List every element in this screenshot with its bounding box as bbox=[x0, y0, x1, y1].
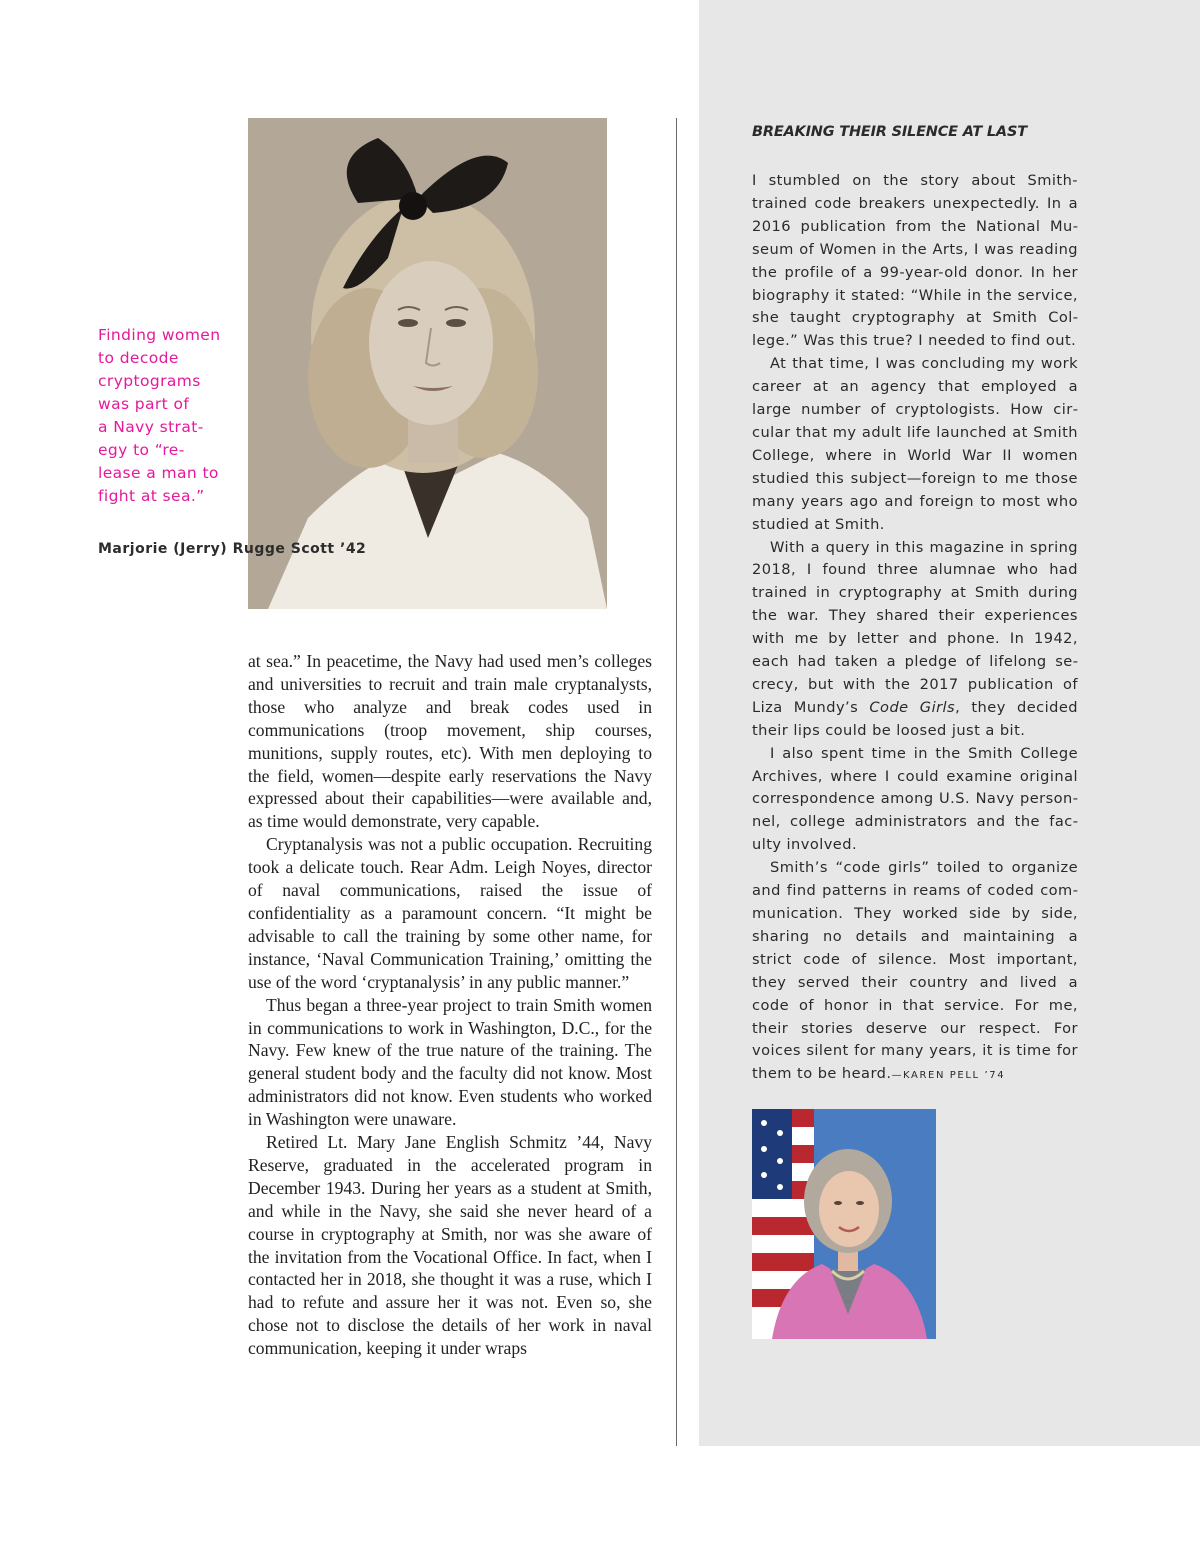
sidebar-paragraph: At that time, I was concluding my work career at an agency that employed a large number of cryptologists. How circular that my adult life launched at Smith College, where in World War II women studied this subject—foreign to me those many years ago and foreign to most who studied at Smith. bbox=[752, 355, 1078, 533]
pull-quote-line: Finding women bbox=[98, 326, 221, 344]
pull-quote-line: a Navy strat- bbox=[98, 418, 204, 436]
portrait-photo bbox=[248, 118, 607, 609]
pull-quote-line: fight at sea.” bbox=[98, 487, 205, 505]
column-divider bbox=[676, 118, 677, 1446]
sidebar-text: I stumbled on the story about Smith-trained code breakers unexpectedly. In a 2016 publication from the National Museum of Women in the Arts, I was reading the profile of a 99-year-old donor. In her biography it stated: “While in the service, she taught cryptography at Smith College.” Was this true? I needed to find out. bbox=[752, 172, 1078, 350]
sidebar-text: , they decided their lips could be loosed just a bit. bbox=[752, 698, 1078, 739]
pull-quote-line: cryptograms bbox=[98, 372, 201, 390]
sidebar-heading: BREAKING THEIR SILENCE AT LAST bbox=[752, 124, 1027, 140]
pull-quote-line: to decode bbox=[98, 349, 179, 367]
sidebar-text: With a query in this magazine in spring 2018, I found three alumnae who had trained in cryptography at Smith during the war. They shared their experiences with me by letter and phone. In 1942, each had taken a pledge of lifelong secrecy, but with the 2017 publication of Liza Mundy’s bbox=[752, 538, 1078, 716]
article-paragraph: at sea.” In peacetime, the Navy had used men’s colleges and universities to recruit and train male cryptanalysts, those who analyze and break codes used in communications (troop movement, ship courses, munitions, supply routes, etc). With men deploying to the field, women—despite early reservations the Navy expressed about their capabilities—were available and, as time would demonstrate, very capable. bbox=[248, 651, 652, 832]
pull-quote-line: lease a man to bbox=[98, 464, 219, 482]
pull-quote bbox=[98, 324, 238, 508]
sidebar-column bbox=[752, 170, 1078, 1088]
article-paragraph: Retired Lt. Mary Jane English Schmitz ’44, Navy Reserve, graduated in the accelerated program in December 1943. During her years as a student at Smith, and while in the Navy, she said she never heard of a course in cryptography at Smith, nor was she aware of the invitation from the Vocational Office. In fact, when I contacted her in 2018, she thought it was a ruse, which I had to refute and assure her it was not. Even so, she chose not to disclose the details of her work in naval communication, keeping it under wraps bbox=[248, 1132, 652, 1359]
author-signature: —KAREN PELL ’74 bbox=[891, 1070, 1006, 1082]
pull-quote-line: was part of bbox=[98, 395, 190, 413]
main-article-column bbox=[248, 650, 652, 1360]
book-title: Code Girls bbox=[869, 698, 956, 716]
sidebar-text: Smith’s “code girls” toiled to organize and find patterns in reams of coded communication. They worked side by side, sharing no details and maintaining a strict code of silence. Most important, they served their country and lived a code of honor in that service. For me, their stories deserve our respect. For voices silent for many years, it is time for them to be heard. bbox=[752, 859, 1078, 1083]
article-paragraph: Cryptanalysis was not a public occupation. Recruiting took a delicate touch. Rear Adm. Leigh Noyes, director of naval communications, raised the issue of confidentiality as a paramount concern. “It might be advisable to call the training by some other name, for instance, ‘Naval Communication Training,’ omitting the use of the word ‘cryptanalysis’ in any public manner.” bbox=[248, 834, 652, 992]
pull-quote-line: egy to “re- bbox=[98, 441, 185, 459]
sidebar-paragraph bbox=[752, 170, 1078, 353]
author-headshot bbox=[752, 1109, 936, 1339]
sidebar-paragraph bbox=[752, 857, 1078, 1088]
sidebar-paragraph: I also spent time in the Smith College Archives, where I could examine original correspondence among U.S. Navy personnel, college administrators and the faculty involved. bbox=[752, 744, 1078, 854]
photo-caption: Marjorie (Jerry) Rugge Scott ’42 bbox=[98, 541, 367, 557]
article-paragraph: Thus began a three-year project to train Smith women in communications to work in Washington, D.C., for the Navy. Few knew of the true nature of the training. The general student body and the faculty did not know. Most administrators did not know. Even students who worked in Washington were unaware. bbox=[248, 994, 652, 1130]
sidebar-paragraph bbox=[752, 537, 1078, 743]
